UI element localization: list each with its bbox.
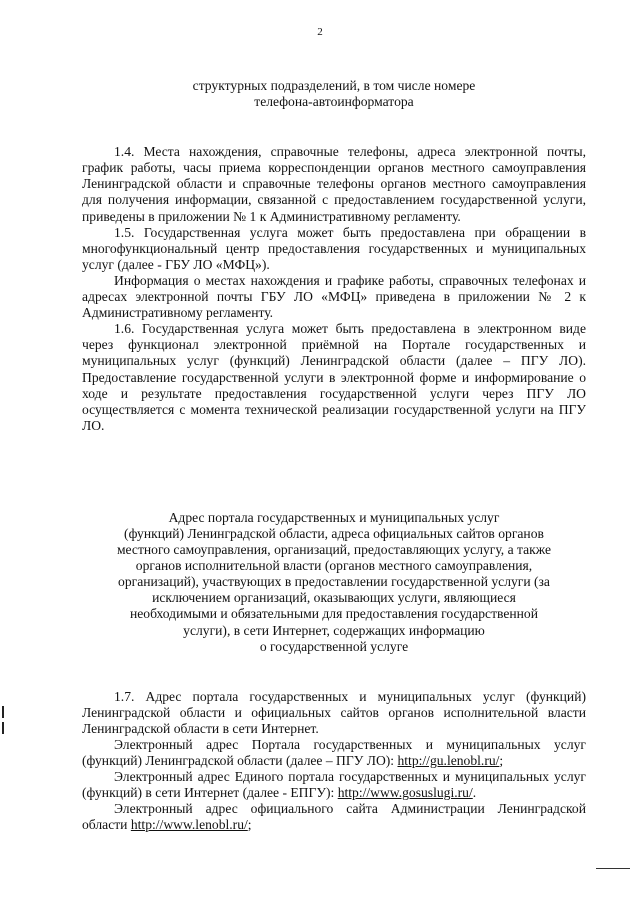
pgu-link[interactable]: http://gu.lenobl.ru/ <box>397 753 500 769</box>
admin-link[interactable]: http://www.lenobl.ru/ <box>130 817 248 833</box>
heading-line: местного самоуправления, организаций, предоставляющих услугу, а также <box>116 542 552 558</box>
epgu-tail: . <box>472 785 477 801</box>
admin-tail: ; <box>247 817 252 833</box>
heading-line: необходимыми и обязательными для предоставления государственной <box>129 606 539 622</box>
paragraph-1-6: 1.6. Государственная услуга может быть предоставлена в электронном виде через функционал электронной приёмной на Портале государственных и муниципальных услуг (функций) Ленинградской области (далее – ПГУ ЛО). Предоставление государственной услуги в электронной форме и информирование о ходе и результате предоставления государственной услуги через ПГУ ЛО осуществляется с момента технической реализации государственной услуги на ПГУ ЛО. <box>82 321 586 433</box>
paragraph-1-5: 1.5. Государственная услуга может быть предоставлена при обращении в многофункциональный центр предоставления государственных и муниципальных услуг (далее - ГБУ ЛО «МФЦ»). <box>82 224 586 272</box>
epgu-text: Электронный адрес Единого портала государственных и муниципальных услуг (функций) в сети Интернет (далее - ЕПГУ): <box>82 769 586 801</box>
admin-text: Электронный адрес официального сайта Администрации Ленинградской области <box>82 801 586 833</box>
scan-edge-mark <box>2 706 4 718</box>
page-number: 2 <box>317 26 323 38</box>
heading-line: органов исполнительной власти (органов местного самоуправления, <box>135 558 533 574</box>
paragraph-1-4: 1.4. Места нахождения, справочные телефоны, адреса электронной почты, график работы, часы приема корреспонденции органов местного самоуправления Ленинградской области и справочные телефоны органов местного самоуправления для получения информации, связанной с предоставлением государственной услуги, приведены в приложении № 1 к Административному регламенту. <box>82 144 586 224</box>
scan-edge-mark <box>2 722 4 734</box>
pgu-tail: ; <box>499 753 504 769</box>
heading-line: услуги), в сети Интернет, содержащих информацию <box>183 622 485 638</box>
heading-line: (функций) Ленинградской области, адреса официальных сайтов органов <box>124 525 544 541</box>
paragraph-epgu-address <box>82 769 586 801</box>
paragraph-mfc-info: Информация о местах нахождения и графике работы, справочных телефонах и адресах электронной почты ГБУ ЛО «МФЦ» приведена в приложении № 2 к Административному регламенту. <box>82 272 586 321</box>
section-heading-portal-addresses <box>82 510 586 655</box>
heading-line: исключением организаций, оказывающих услуги, являющиеся <box>152 590 516 606</box>
paragraph-admin-site <box>82 801 586 833</box>
paragraph-pgu-address <box>82 737 586 769</box>
heading-line: о государственной услуге <box>259 638 409 654</box>
pgu-text: Электронный адрес Портала государственных и муниципальных услуг (функций) Ленинградской области (далее – ПГУ ЛО): <box>82 737 586 769</box>
epgu-link[interactable]: http://www.gosuslugi.ru/ <box>337 785 473 801</box>
scan-edge-line <box>596 868 630 869</box>
heading-line: телефона-автоинформатора <box>254 94 414 110</box>
paragraph-1-7: 1.7. Адрес портала государственных и муниципальных услуг (функций) Ленинградской области и официальных сайтов органов исполнительной власти Ленинградской области в сети Интернет. <box>82 688 586 736</box>
document-body <box>82 78 586 834</box>
heading-line: организаций), участвующих в предоставлении государственной услуги (за <box>118 574 550 590</box>
heading-line: структурных подразделений, в том числе номере <box>192 78 476 93</box>
section-heading-contacts <box>82 78 586 110</box>
heading-line: Адрес портала государственных и муниципальных услуг <box>168 509 500 525</box>
